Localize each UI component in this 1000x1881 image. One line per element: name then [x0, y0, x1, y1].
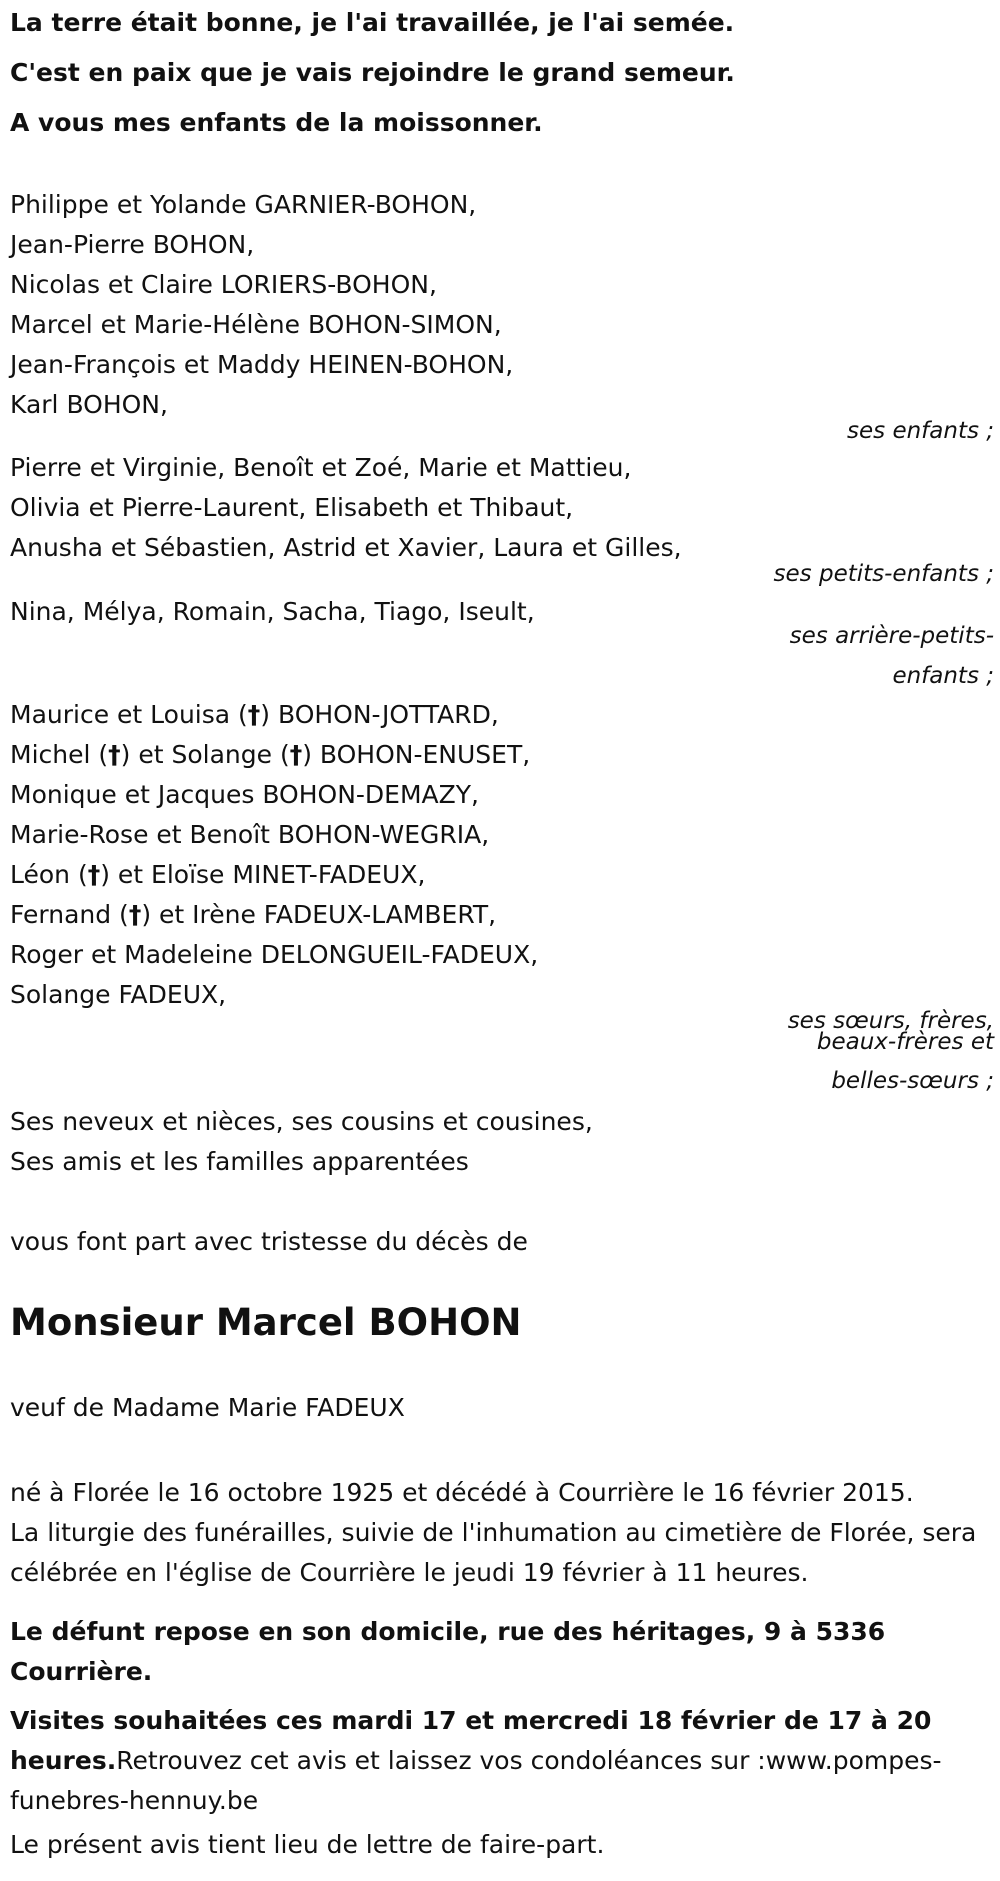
sibling-line-solange: Solange FADEUX, — [10, 980, 227, 1009]
cross-icon: † — [108, 740, 121, 769]
grandchildren-relation: ses petits-enfants ; — [773, 561, 994, 587]
sibling-text: ) et Eloïse MINET-FADEUX, — [100, 860, 426, 889]
widower-line: veuf de Madame Marie FADEUX — [10, 1393, 405, 1422]
sibling-text: Michel ( — [10, 740, 109, 769]
great-grandchildren-relation-1: ses arrière-petits- — [789, 623, 994, 649]
child-name: Philippe et Yolande GARNIER-BOHON, — [10, 190, 477, 219]
grandchild-names: Olivia et Pierre-Laurent, Elisabeth et Thibaut, — [10, 493, 574, 522]
sibling-line-marie-rose: Marie-Rose et Benoît BOHON-WEGRIA, — [10, 820, 490, 849]
cross-icon: † — [87, 860, 101, 889]
cross-icon: † — [289, 740, 303, 769]
siblings-relation-1: ses sœurs, frères, — [787, 1008, 994, 1034]
sibling-line-monique: Monique et Jacques BOHON-DEMAZY, — [10, 780, 479, 809]
sibling-text: ) et Solange ( — [120, 740, 290, 769]
grandchild-names: Anusha et Sébastien, Astrid et Xavier, Laura et Gilles, — [10, 533, 682, 562]
cross-icon: † — [247, 700, 261, 729]
funeral-info: La liturgie des funérailles, suivie de l'inhumation au cimetière de Florée, sera célébrée en l'église de Courrière le jeudi 19 février à 11 heures. — [10, 1518, 977, 1587]
condolences: Retrouvez cet avis et laissez vos condoléances sur :www.pompes-funebres-hennuy.be — [10, 1746, 942, 1815]
child-name: Marcel et Marie-Hélène BOHON-SIMON, — [10, 310, 502, 339]
sibling-line-maurice — [10, 700, 499, 730]
epitaph-line-2: C'est en paix que je vais rejoindre le grand semeur. — [10, 58, 735, 87]
sibling-text: Maurice et Louisa ( — [10, 700, 248, 729]
sibling-line-roger: Roger et Madeleine DELONGUEIL-FADEUX, — [10, 940, 539, 969]
children-relation: ses enfants ; — [847, 418, 994, 444]
cross-icon: † — [128, 900, 142, 929]
closing: Le présent avis tient lieu de lettre de faire-part. — [10, 1830, 605, 1859]
visits-bold: Visites souhaitées ces mardi 17 et mercredi 18 février de 17 à 20 heures. — [10, 1706, 932, 1775]
child-name: Nicolas et Claire LORIERS-BOHON, — [10, 270, 437, 299]
birth-death: né à Florée le 16 octobre 1925 et décédé à Courrière le 16 février 2015. — [10, 1478, 914, 1507]
announcement: vous font part avec tristesse du décès de — [10, 1227, 528, 1256]
grandchild-names: Pierre et Virginie, Benoît et Zoé, Marie et Mattieu, — [10, 453, 632, 482]
sibling-text: ) BOHON-JOTTARD, — [260, 700, 499, 729]
sibling-text: Fernand ( — [10, 900, 129, 929]
others-line-1: Ses neveux et nièces, ses cousins et cousines, — [10, 1107, 593, 1136]
sibling-line-michel — [10, 740, 530, 770]
sibling-text: ) et Irène FADEUX-LAMBERT, — [141, 900, 497, 929]
epitaph-line-3: A vous mes enfants de la moissonner. — [10, 108, 543, 137]
sibling-line-leon — [10, 860, 425, 890]
sibling-text: ) BOHON-ENUSET, — [302, 740, 531, 769]
great-grandchild-names: Nina, Mélya, Romain, Sacha, Tiago, Iseult, — [10, 597, 535, 626]
siblings-relation-2: beaux-frères et — [816, 1029, 994, 1055]
great-grandchildren-relation-2: enfants ; — [892, 663, 994, 689]
visits-paragraph — [10, 1701, 995, 1821]
sibling-line-fernand — [10, 900, 496, 930]
epitaph-line-1: La terre était bonne, je l'ai travaillée, je l'ai semée. — [10, 8, 735, 37]
siblings-relation-3: belles-sœurs ; — [831, 1068, 994, 1094]
rest-place: Le défunt repose en son domicile, rue des héritages, 9 à 5336 Courrière. — [10, 1617, 886, 1686]
child-name: Karl BOHON, — [10, 390, 168, 419]
child-name: Jean-Pierre BOHON, — [10, 230, 255, 259]
sibling-text: Léon ( — [10, 860, 88, 889]
child-name: Jean-François et Maddy HEINEN-BOHON, — [10, 350, 514, 379]
deceased-name: Monsieur Marcel BOHON — [10, 1301, 522, 1344]
others-line-2: Ses amis et les familles apparentées — [10, 1147, 469, 1176]
